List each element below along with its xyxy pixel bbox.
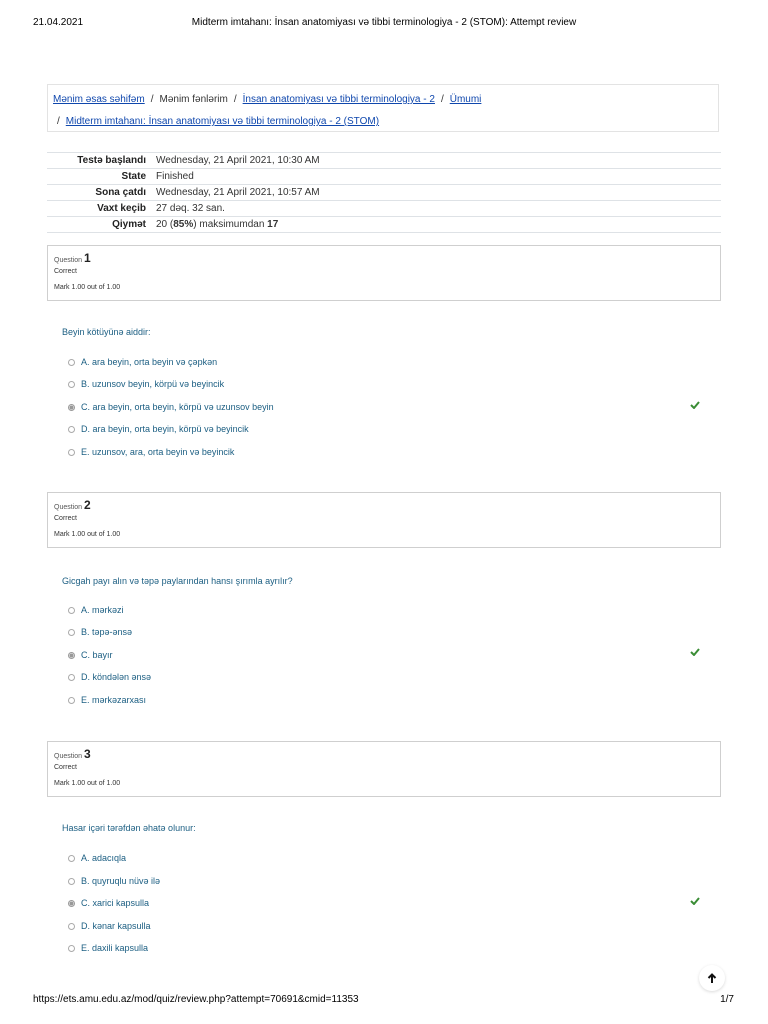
answer-label: C. bayır	[81, 650, 113, 660]
answer-label: D. kənar kapsulla	[81, 921, 151, 931]
radio-button[interactable]	[68, 878, 75, 885]
question-num: 1	[83, 251, 91, 265]
radio-button[interactable]	[68, 674, 75, 681]
answer-label: E. daxili kapsulla	[81, 943, 149, 953]
summary-row-time-taken	[47, 201, 721, 217]
answer-label: B. quyruqlu nüvə ilə	[81, 876, 161, 886]
summary-value: Wednesday, 21 April 2021, 10:30 AM	[156, 153, 721, 169]
question-info-1	[47, 245, 721, 301]
question-grade: Mark 1.00 out of 1.00	[54, 531, 121, 538]
answer-option[interactable]	[68, 853, 126, 863]
summary-label: Sona çatdı	[47, 185, 156, 201]
answer-label: A. mərkəzi	[81, 605, 124, 615]
answer-label: C. xarici kapsulla	[81, 898, 150, 908]
answer-label: A. adacıqla	[81, 853, 127, 863]
question-text: Gicgah payı alın və təpə paylarından hansı şırımla ayrılır?	[62, 576, 293, 586]
question-text: Hasar içəri tərəfdən əhatə olunur:	[62, 823, 196, 833]
answer-label: B. uzunsov beyin, körpü və beyincik	[81, 379, 225, 389]
question-state: Correct	[54, 515, 77, 522]
radio-button-checked[interactable]	[68, 404, 75, 411]
radio-button-checked[interactable]	[68, 652, 75, 659]
answer-option[interactable]	[68, 447, 234, 457]
summary-value: Finished	[156, 169, 721, 185]
question-number	[54, 747, 91, 761]
question-info-3	[47, 741, 721, 797]
breadcrumb-separator: /	[440, 94, 444, 105]
question-num: 3	[83, 747, 91, 761]
breadcrumb-separator: /	[233, 94, 237, 105]
question-state: Correct	[54, 764, 77, 771]
radio-button-checked[interactable]	[68, 900, 75, 907]
question-number	[54, 498, 91, 512]
grade-max: 17	[267, 219, 279, 230]
print-date: 21.04.2021	[33, 17, 84, 28]
print-title: Midterm imtahanı: İnsan anatomiyası və tibbi terminologiya - 2 (STOM): Attempt review	[191, 17, 577, 28]
answer-option[interactable]	[68, 921, 151, 931]
summary-row-grade	[47, 217, 721, 233]
radio-button[interactable]	[68, 449, 75, 456]
answer-option[interactable]	[68, 695, 146, 705]
breadcrumb-home-link[interactable]: Mənim əsas səhifəm	[53, 94, 145, 105]
answer-option[interactable]	[68, 672, 151, 682]
answer-label: C. ara beyin, orta beyin, körpü və uzunsov beyin	[81, 402, 274, 412]
summary-label: State	[47, 169, 156, 185]
question-text: Beyin kötüyünə aiddir:	[62, 327, 151, 337]
summary-label: Vaxt keçib	[47, 201, 156, 217]
breadcrumb-course-link[interactable]: İnsan anatomiyası və tibbi terminologiya - 2	[242, 94, 435, 105]
breadcrumb	[47, 84, 719, 132]
breadcrumb-quiz-link[interactable]: Midterm imtahanı: İnsan anatomiyası və tibbi terminologiya - 2 (STOM)	[65, 116, 380, 127]
answer-label: A. ara beyin, orta beyin və çəpkən	[81, 357, 218, 367]
question-grade: Mark 1.00 out of 1.00	[54, 780, 121, 787]
question-state: Correct	[54, 268, 77, 275]
question-word: Question	[54, 257, 83, 264]
summary-row-state	[47, 169, 721, 185]
summary-value: 27 dəq. 32 san.	[156, 201, 721, 217]
grade-percent: 85%	[173, 219, 194, 230]
answer-label: B. təpə-ənsə	[81, 627, 133, 637]
breadcrumb-my-courses: Mənim fənlərim	[159, 94, 228, 105]
answer-label: E. uzunsov, ara, orta beyin və beyincik	[81, 447, 235, 457]
back-to-top-button[interactable]	[699, 965, 725, 991]
attempt-summary-table	[47, 152, 721, 233]
summary-grade-value: 20 (85%) maksimumdan 17	[156, 217, 721, 233]
radio-button[interactable]	[68, 923, 75, 930]
question-word: Question	[54, 504, 83, 511]
question-info-2	[47, 492, 721, 548]
radio-button[interactable]	[68, 855, 75, 862]
summary-label: Testə başlandı	[47, 153, 156, 169]
summary-row-started	[47, 153, 721, 169]
grade-suffix: maksimumdan	[199, 219, 265, 230]
answer-option[interactable]	[68, 627, 132, 637]
summary-row-completed	[47, 185, 721, 201]
question-grade: Mark 1.00 out of 1.00	[54, 284, 121, 291]
print-url: https://ets.amu.edu.az/mod/quiz/review.php?attempt=70691&cmid=11353	[33, 994, 359, 1005]
answer-label: E. mərkəzarxası	[81, 695, 147, 705]
arrow-up-icon	[707, 973, 717, 984]
answer-option-selected[interactable]	[68, 402, 274, 412]
radio-button[interactable]	[68, 607, 75, 614]
radio-button[interactable]	[68, 629, 75, 636]
question-word: Question	[54, 753, 83, 760]
summary-label: Qiymət	[47, 217, 156, 233]
radio-button[interactable]	[68, 697, 75, 704]
question-num: 2	[83, 498, 91, 512]
answer-label: D. ara beyin, orta beyin, körpü və beyincik	[81, 424, 249, 434]
answer-option[interactable]	[68, 379, 224, 389]
grade-score: 20	[156, 219, 168, 230]
answer-option[interactable]	[68, 357, 217, 367]
answer-option[interactable]	[68, 424, 249, 434]
radio-button[interactable]	[68, 381, 75, 388]
breadcrumb-general-link[interactable]: Ümumi	[449, 94, 482, 105]
radio-button[interactable]	[68, 945, 75, 952]
answer-option[interactable]	[68, 943, 148, 953]
answer-label: D. köndələn ənsə	[81, 672, 152, 682]
answer-option[interactable]	[68, 876, 160, 886]
question-number	[54, 251, 91, 265]
answer-option[interactable]	[68, 605, 124, 615]
summary-value: Wednesday, 21 April 2021, 10:57 AM	[156, 185, 721, 201]
radio-button[interactable]	[68, 426, 75, 433]
check-icon	[690, 648, 700, 656]
check-icon	[690, 897, 700, 905]
radio-button[interactable]	[68, 359, 75, 366]
print-page-number: 1/7	[720, 994, 734, 1005]
answer-option-selected[interactable]	[68, 650, 113, 660]
breadcrumb-separator: /	[57, 116, 60, 127]
check-icon	[690, 401, 700, 409]
answer-option-selected[interactable]	[68, 898, 149, 908]
breadcrumb-separator: /	[150, 94, 154, 105]
